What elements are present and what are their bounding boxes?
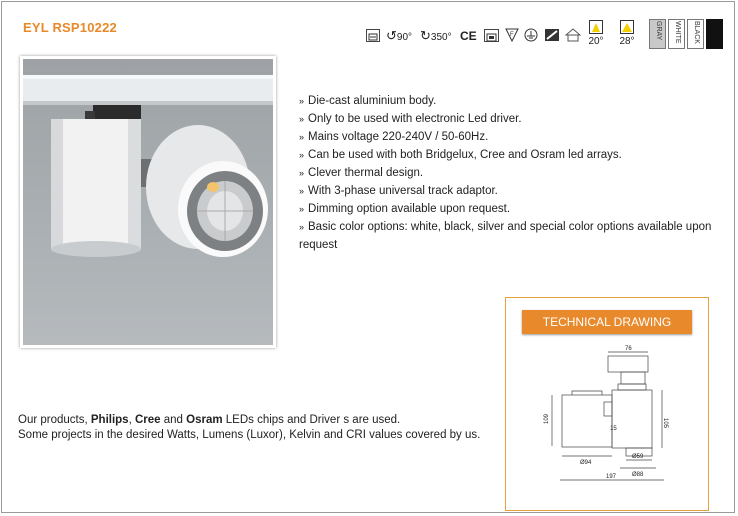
ip20-icon — [544, 28, 560, 44]
color-swatch-black: BLACK — [687, 19, 704, 49]
technical-drawing-panel — [505, 297, 709, 511]
feature-list — [299, 92, 719, 254]
product-card — [1, 1, 735, 513]
dim-88: Ø88 — [632, 472, 644, 478]
dim-59: Ø59 — [632, 454, 644, 460]
dim-15: 15 — [610, 426, 617, 432]
dim-109: 109 — [544, 413, 550, 424]
ce-mark-icon: CE — [460, 29, 477, 43]
class-ii-icon — [484, 29, 499, 42]
dim-76: 76 — [625, 346, 632, 352]
color-swatch-black-fill — [706, 19, 723, 49]
dim-94: Ø94 — [580, 460, 592, 466]
feature-item: » Can be used with both Bridgelux, Cree and Osram led arrays. — [299, 149, 622, 161]
svg-text:F: F — [510, 32, 514, 38]
feature-item: » Dimming option available upon request. — [299, 203, 511, 215]
feature-item: » Mains voltage 220-240V / 50-60Hz. — [299, 131, 489, 143]
products-line-2: Some projects in the desired Watts, Lumens (Luxor), Kelvin and CRI values covered by us. — [18, 429, 481, 441]
feature-item: » Basic color options: white, black, silver and special color options available upon request — [299, 221, 712, 251]
technical-drawing-diagram — [506, 338, 706, 508]
ground-icon — [524, 28, 538, 44]
beam-angle-28-icon: 28° — [617, 18, 637, 52]
feature-item: » Die-cast aluminium body. — [299, 95, 437, 107]
feature-item: » Clever thermal design. — [299, 167, 424, 179]
feature-item: » With 3-phase universal track adaptor. — [299, 185, 498, 197]
brand-philips: Philips — [90, 414, 129, 426]
beam-angle-20-icon: 20° — [586, 18, 606, 52]
rotate-vertical-icon: ↺90° — [386, 28, 413, 43]
products-line-1: Our products, Philips, Cree and Osram LEDs chips and Driver s are used. — [18, 414, 401, 426]
f-mark-icon — [505, 28, 519, 44]
house-icon — [565, 28, 581, 44]
brand-osram: Osram — [186, 414, 223, 426]
product-code: EYL RSP10222 — [23, 20, 117, 35]
color-swatch-gray: GRAY — [649, 19, 666, 49]
technical-drawing-button[interactable]: TECHNICAL DRAWING — [522, 310, 692, 334]
color-swatch-white: WHITE — [668, 19, 685, 49]
driver-icon — [366, 29, 380, 42]
products-statement — [18, 413, 480, 443]
product-photo — [20, 56, 276, 348]
feature-item: » Only to be used with electronic Led driver. — [299, 113, 522, 125]
dim-197: 197 — [606, 474, 617, 480]
brand-cree: Cree — [134, 414, 161, 426]
rotate-horizontal-icon: ↻350° — [420, 28, 452, 43]
dim-105: 105 — [662, 418, 668, 429]
